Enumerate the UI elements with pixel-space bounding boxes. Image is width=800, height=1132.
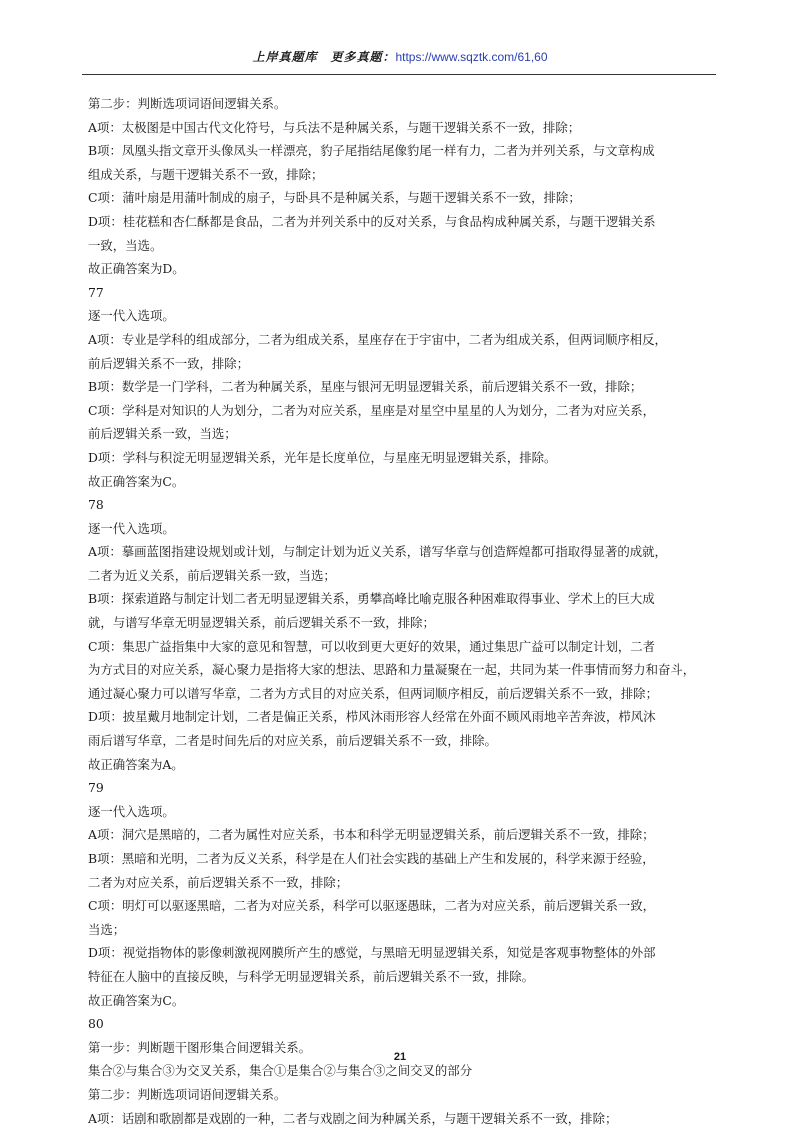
text-line: 第二步：判断选项词语间逻辑关系。	[88, 96, 287, 111]
page-number: 21	[393, 1051, 407, 1063]
text-line: 当选；	[88, 921, 126, 937]
text-line: 逐一代入选项。	[88, 803, 175, 819]
text-line: C项：蒲叶扇是用蒲叶制成的扇子，与卧具不是种属关系，与题干逻辑关系不一致，排除；	[88, 190, 581, 206]
text-line: 逐一代入选项。	[88, 308, 175, 324]
text-line: 80	[88, 1016, 104, 1032]
header-label: 上岸真题库 更多真题：	[252, 50, 396, 64]
text-line: 故正确答案为C。	[88, 473, 185, 489]
text-line: A项：太极图是中国古代文化符号，与兵法不是种属关系，与题干逻辑关系不一致，排除；	[88, 119, 581, 135]
text-line: D项：桂花糕和杏仁酥都是食品，二者为并列关系中的反对关系，与食品构成种属关系，与题干逻辑关系	[88, 213, 656, 229]
text-line: A项：话剧和歌剧都是戏剧的一种，二者与戏剧之间为种属关系，与题干逻辑关系不一致，排除；	[88, 1110, 618, 1126]
text-line: B项：数学是一门学科，二者为种属关系，星座与银河无明显逻辑关系，前后逻辑关系不一致，排除；	[88, 379, 643, 395]
text-line: A项：专业是学科的组成部分，二者为组成关系，星座存在于宇宙中，二者为组成关系，但两词顺序相反，	[88, 331, 667, 347]
text-line: B项：探索道路与制定计划二者无明显逻辑关系，勇攀高峰比喻克服各种困难取得事业、学术上的巨大成	[88, 591, 655, 607]
text-line: 二者为对应关系，前后逻辑关系不一致，排除；	[88, 874, 349, 890]
text-line: 前后逻辑关系一致，当选；	[88, 426, 237, 442]
text-line: 第一步：判断题干图形集合间逻辑关系。	[88, 1039, 312, 1055]
text-line: 就，与谱写华章无明显逻辑关系，前后逻辑关系不一致，排除；	[88, 615, 435, 631]
text-line: 组成关系，与题干逻辑关系不一致，排除；	[88, 166, 324, 182]
text-line: 一致，当选。	[88, 237, 163, 253]
text-line: 第二步：判断选项词语间逻辑关系。	[88, 1086, 287, 1102]
text-line: 特征在人脑中的直接反映，与科学无明显逻辑关系，前后逻辑关系不一致，排除。	[88, 968, 535, 984]
page-header	[0, 48, 800, 65]
text-line: 通过凝心聚力可以谱写华章，二者为方式目的对应关系，但两词顺序相反，前后逻辑关系不一致，排除；	[88, 685, 658, 701]
header-rule	[82, 74, 716, 75]
text-line: 集合②与集合③为交叉关系，集合①是集合②与集合③之间交叉的部分	[88, 1063, 473, 1079]
text-line: D项：披星戴月地制定计划，二者是偏正关系，栉风沐雨形容人经常在外面不顾风雨地辛苦奔波，栉风沐	[88, 709, 656, 725]
document-body	[88, 92, 712, 1130]
text-line: B项：凤凰头指文章开头像凤头一样漂亮，豹子尾指结尾像豹尾一样有力，二者为并列关系，与文章构成	[88, 143, 655, 159]
text-line: A项：摹画蓝图指建设规划或计划，与制定计划为近义关系，谱写华章与创造辉煌都可指取得显著的成就，	[88, 544, 667, 560]
text-line: C项：学科是对知识的人为划分，二者为对应关系，星座是对星空中星星的人为划分，二者为对应关系，	[88, 402, 656, 418]
text-line: 逐一代入选项。	[88, 520, 175, 536]
text-line: 二者为近义关系，前后逻辑关系一致，当选；	[88, 567, 336, 583]
text-line: 雨后谱写华章，二者是时间先后的对应关系，前后逻辑关系不一致，排除。	[88, 733, 497, 749]
text-line: 故正确答案为A。	[88, 756, 184, 772]
text-line: 79	[88, 780, 104, 796]
text-line: 78	[88, 497, 104, 513]
header-url-link[interactable]: https://www.sqztk.com/61,60	[395, 50, 548, 64]
text-line: C项：明灯可以驱逐黑暗，二者为对应关系，科学可以驱逐愚昧，二者为对应关系，前后逻辑关系一致，	[88, 898, 656, 914]
text-line: 为方式目的对应关系，凝心聚力是指将大家的想法、思路和力量凝聚在一起，共同为某一件事情而努力和奋斗，	[88, 662, 696, 678]
text-line: 故正确答案为D。	[88, 261, 185, 277]
text-line: 故正确答案为C。	[88, 992, 185, 1008]
text-line: B项：黑暗和光明，二者为反义关系，科学是在人们社会实践的基础上产生和发展的，科学来源于经验，	[88, 851, 655, 866]
text-line: A项：洞穴是黑暗的，二者为属性对应关系，书本和科学无明显逻辑关系，前后逻辑关系不一致，排除；	[88, 827, 655, 843]
text-line: 77	[88, 284, 104, 300]
text-line: C项：集思广益指集中大家的意见和智慧，可以收到更大更好的效果，通过集思广益可以制定计划，二者	[88, 638, 656, 654]
text-line: 前后逻辑关系不一致，排除；	[88, 355, 250, 371]
text-line: D项：学科与积淀无明显逻辑关系，光年是长度单位，与星座无明显逻辑关系，排除。	[88, 449, 557, 465]
text-line: D项：视觉指物体的影像刺激视网膜所产生的感觉，与黑暗无明显逻辑关系，知觉是客观事物整体的外部	[88, 945, 656, 961]
